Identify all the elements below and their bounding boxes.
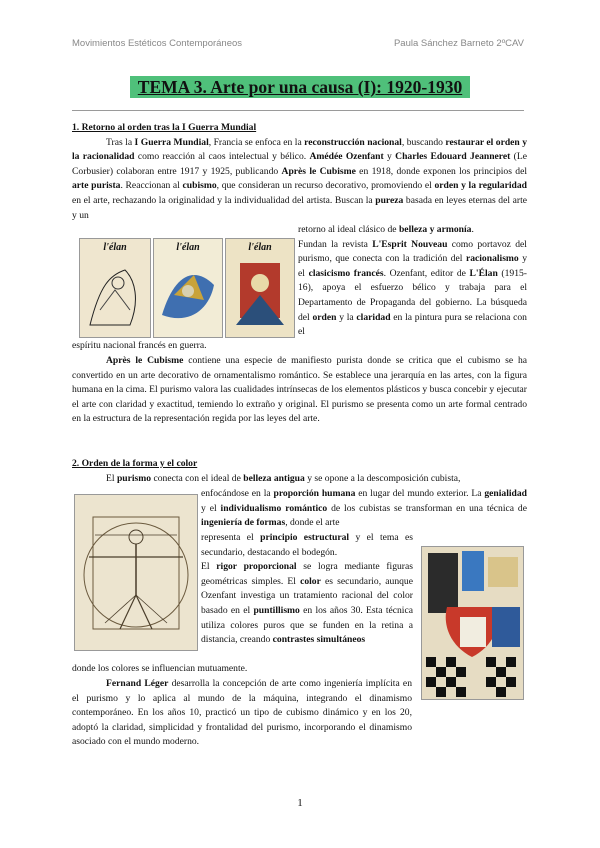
section1-paragraph-1: Tras la I Guerra Mundial, Francia se enfoca en la reconstrucción nacional, buscando restaurar el orden y la racionalidad como reacción al caos intelectual y bélico. Amédée Ozenfant y Charles Edouard Jeanneret (Le Corbusier) colaboran entre 1917 y 1925, publicando Après le Cubisme en 1918, donde exponen los principios del arte purista. Reaccionan al cubismo, que consideran un recurso decorativo, promoviendo el orden y la regularidad en el arte, rechazando la originalidad y la individualidad del artista. Buscan la pureza basada en leyes eternas del arte y un [72, 136, 528, 221]
page-number: 1 [297, 797, 303, 809]
section1-block [72, 121, 527, 223]
vitruvian-man-figure [74, 494, 198, 651]
header-left: Movimientos Estéticos Contemporáneos [72, 38, 243, 49]
header-right: Paula Sánchez Barneto 2ºCAV [393, 38, 524, 49]
section2-heading-text: 2. Orden de la forma y el color [72, 458, 198, 469]
section1-heading: 1. Retorno al orden tras la I Guerra Mundial [72, 122, 257, 133]
section2-paragraph-1b: enfocándose en la proporción humana en lugar del mundo exterior. La genialidad y el individualismo romántico de los cubistas se transforman en una técnica de ingeniería de formas, donde el arte [201, 488, 527, 529]
section2-paragraph-1e: donde los colores se influencian mutuamente. [72, 663, 248, 674]
section2-paragraph-2: Fernand Léger desarrolla la concepción de arte como ingeniería implícita en el purismo y lo aplica al mundo de la máquina, integrando el dinamismo contemporáneo. En los años 10, practicó un tipo de cubismo dinámico y en los 20, adoptó la claridad, simplicidad y frontalidad del purismo, incorporando el dinamismo asociado con el mundo moderno. [72, 678, 412, 748]
section2-paragraph-1a: El purismo conecta con el ideal de belleza antigua y se opone a la descomposición cubista, [106, 473, 461, 484]
elan-cover-2: l'élan [153, 238, 223, 338]
section1-paragraph-1-wrap: retorno al ideal clásico de belleza y armonía. Fundan la revista L'Esprit Nouveau como portavoz del purismo, que conecta con la tradición del racionalismo y el clasicismo francés. Ozenfant, editor de L'Élan (1915-16), apoya el esfuerzo bélico y trabaja para el Departamento de Propaganda del gobierno. La búsqueda del orden y la claridad en la pintura pura se relaciona con el [298, 224, 527, 338]
section1-paragraph-2: Après le Cubisme contiene una especie de manifiesto purista donde se critica que el cubismo se ha convertido en un arte decorativo de ornamentalismo romántico. Se establece una jerarquía en las artes, con la figura humana en la cima. El purismo valora las cualidades intrínsecas de los elementos plásticos y busca concebir y ejecutar el arte con claridad y exactitud, temiendo lo extraño y original. El purismo se presenta como un arte formal centrado en la estructura de la representación regida por las leyes del arte. [72, 355, 527, 425]
elan-cover-3: l'élan [225, 238, 295, 338]
title-divider [72, 110, 524, 111]
section1-paragraph-1-end: espíritu nacional francés en guerra. [72, 340, 207, 351]
elan-cover-1: l'élan [79, 238, 151, 338]
page-title: TEMA 3. Arte por una causa (I): 1920-1930 [130, 76, 470, 98]
section2-paragraph-1c: representa el principio estructural y el tema es secundario, destacando el bodegón. El rigor proporcional se logra mediante figuras geométricas simples. El color es secundario, aunque Ozenfant investiga un tratamiento racional del color basado en el puntillismo en los años 30. Esta técnica utiliza colores puros que se funden en la retina a distancia, creando contrastes simultáneos [201, 532, 413, 646]
leger-painting-figure [421, 546, 524, 700]
